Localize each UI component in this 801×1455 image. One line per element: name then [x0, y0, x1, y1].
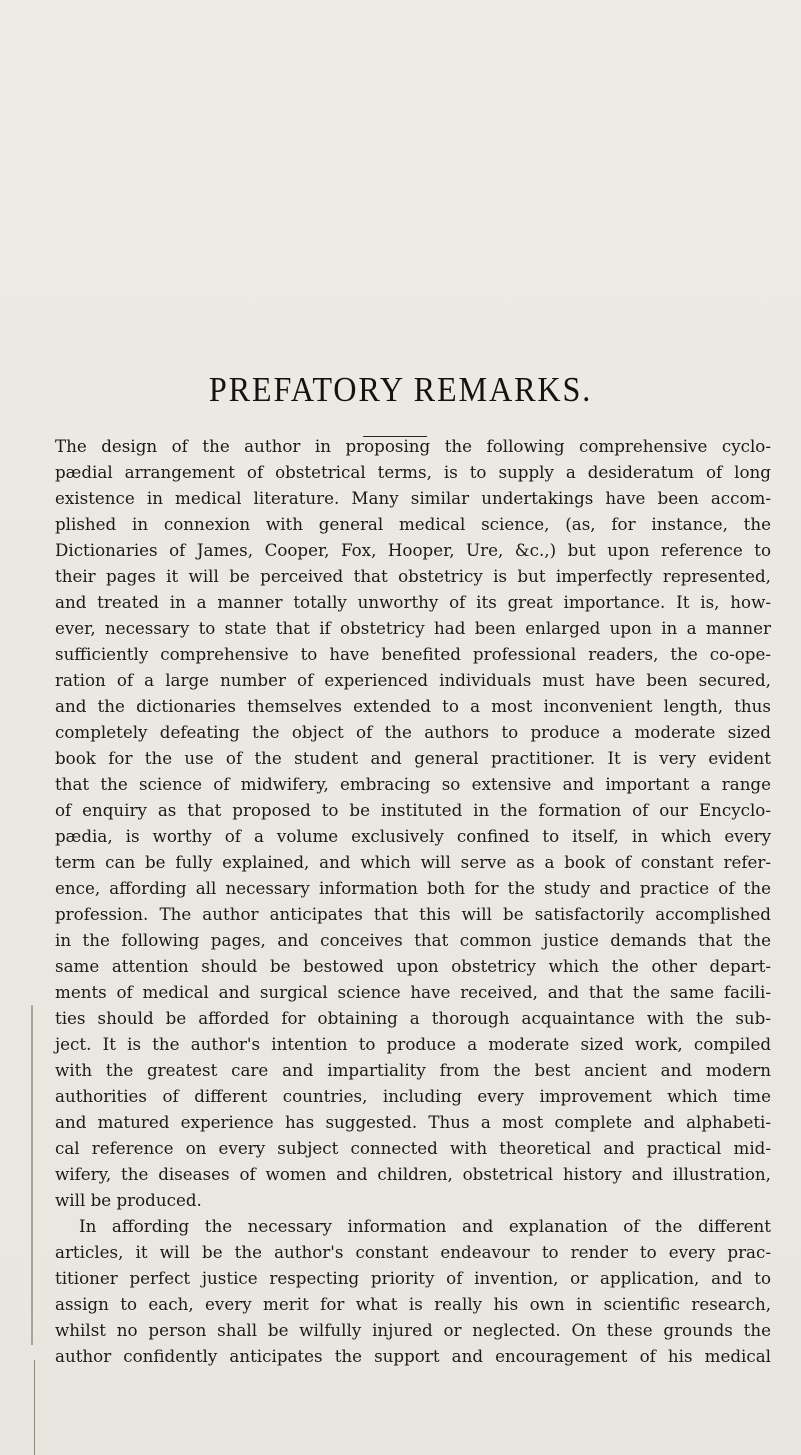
text-line: completely defeating the object of the authors to produce a moderate sized	[55, 722, 771, 742]
text-line: authorities of different countries, including every improvement which time	[55, 1086, 771, 1106]
text-line: articles, it will be the author's constant endeavour to render to every prac-	[55, 1242, 771, 1262]
text-line: whilst no person shall be wilfully injured or neglected. On these grounds the	[55, 1320, 771, 1340]
text-line: profession. The author anticipates that this will be satisfactorily accomplished	[55, 904, 771, 924]
text-line: and matured experience has suggested. Thus a most complete and alphabeti-	[55, 1112, 771, 1132]
text-line: titioner perfect justice respecting priority of invention, or application, and to	[55, 1268, 771, 1288]
text-line: plished in connexion with general medical science, (as, for instance, the	[55, 514, 771, 534]
text-line: with the greatest care and impartiality from the best ancient and modern	[55, 1060, 771, 1080]
text-line: ties should be afforded for obtaining a thorough acquaintance with the sub-	[55, 1008, 771, 1028]
text-line: pædia, is worthy of a volume exclusively confined to itself, in which every	[55, 826, 771, 846]
page-title: PREFATORY REMARKS.	[208, 370, 593, 409]
text-line: same attention should be bestowed upon obstetricy which the other depart-	[55, 956, 771, 976]
text-line: sufficiently comprehensive to have benefited professional readers, the co-ope-	[55, 644, 771, 664]
text-line: pædial arrangement of obstetrical terms, is to supply a desideratum of long	[55, 462, 771, 482]
text-line: existence in medical literature. Many similar undertakings have been accom-	[55, 488, 771, 508]
text-line: ration of a large number of experienced individuals must have been secured,	[55, 670, 771, 690]
text-line: The design of the author in proposing the following comprehensive cyclo-	[55, 436, 771, 456]
text-line: wifery, the diseases of women and children, obstetrical history and illustration,	[55, 1164, 771, 1184]
text-line: of enquiry as that proposed to be instituted in the formation of our Encyclo-	[55, 800, 771, 820]
gutter-shadow	[31, 1005, 33, 1345]
paragraph-first-line: In affording the necessary information and explanation of the different	[79, 1216, 771, 1236]
text-line: will be produced.	[55, 1190, 202, 1210]
text-line: ence, affording all necessary information both for the study and practice of the	[55, 878, 771, 898]
text-line: Dictionaries of James, Cooper, Fox, Hooper, Ure, &c.,) but upon reference to	[55, 540, 771, 560]
text-line: assign to each, every merit for what is really his own in scientific research,	[55, 1294, 771, 1314]
text-line: ever, necessary to state that if obstetricy had been enlarged upon in a manner	[55, 618, 771, 638]
text-line: book for the use of the student and general practitioner. It is very evident	[55, 748, 771, 768]
text-line: ments of medical and surgical science have received, and that the same facili-	[55, 982, 771, 1002]
text-line: ject. It is the author's intention to produce a moderate sized work, compiled	[55, 1034, 771, 1054]
text-line: and treated in a manner totally unworthy of its great importance. It is, how-	[55, 592, 771, 612]
text-line: and the dictionaries themselves extended to a most inconvenient length, thus	[55, 696, 771, 716]
text-line: author confidently anticipates the support and encouragement of his medical	[55, 1346, 771, 1366]
gutter-shadow	[34, 1360, 35, 1455]
text-line: term can be fully explained, and which will serve as a book of constant refer-	[55, 852, 771, 872]
text-line: in the following pages, and conceives that common justice demands that the	[55, 930, 771, 950]
text-line: their pages it will be perceived that obstetricy is but imperfectly represented,	[55, 566, 771, 586]
text-line: that the science of midwifery, embracing so extensive and important a range	[55, 774, 771, 794]
text-line: cal reference on every subject connected with theoretical and practical mid-	[55, 1138, 771, 1158]
